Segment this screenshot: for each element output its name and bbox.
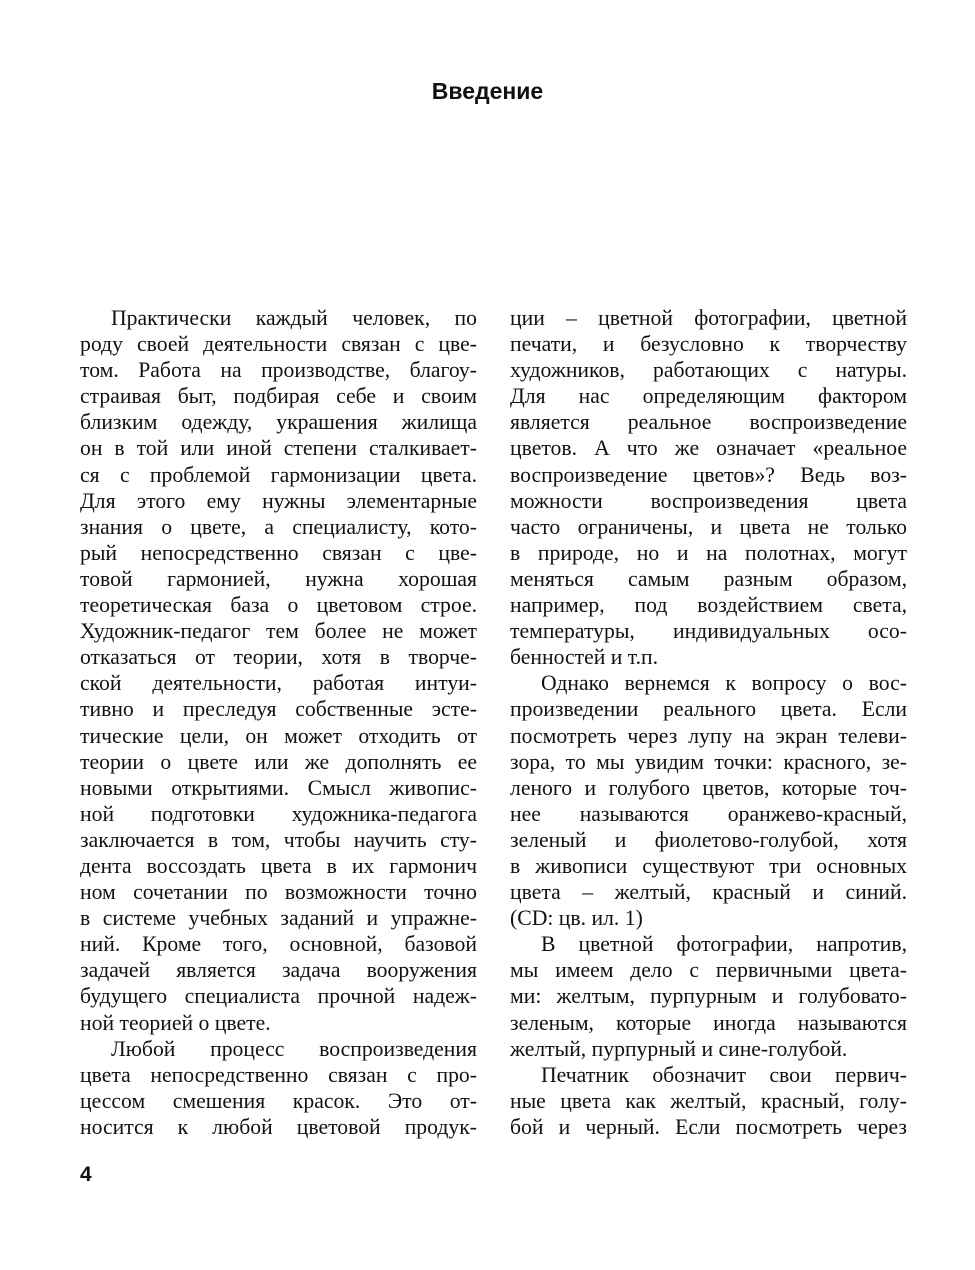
- text-line: Для этого ему нужны элементарные: [80, 488, 477, 513]
- text-line: тивно и преследуя собственные эсте-: [80, 697, 477, 722]
- text-line: художников, работающих с натуры.: [510, 358, 907, 383]
- text-line: близким одежду, украшения жилища: [80, 410, 477, 435]
- text-line: том. Работа на производстве, благоу-: [80, 358, 477, 383]
- text-line: цессом смешения красок. Это от-: [80, 1088, 477, 1113]
- text-line: зеленым, которые иногда называются: [510, 1010, 907, 1035]
- text-line: часто ограничены, и цвета не только: [510, 514, 907, 539]
- text-line: Практически каждый человек, по: [111, 306, 477, 330]
- left-text-column: [80, 305, 477, 1140]
- text-line: заключается в том, чтобы научить сту-: [80, 827, 477, 852]
- text-line: он в той или иной степени сталкивает-: [80, 436, 477, 461]
- page-number: 4: [80, 1163, 92, 1186]
- text-line: является реальное воспроизведение: [510, 410, 907, 435]
- text-line: отказаться от теории, хотя в творче-: [80, 645, 477, 670]
- text-line: леного и голубого цветов, которые точ-: [510, 775, 907, 800]
- text-line: ской деятельности, работая интуи-: [80, 671, 477, 696]
- text-line: тические цели, он может отходить от: [80, 723, 477, 748]
- right-text-column: [510, 305, 907, 1140]
- text-line: носится к любой цветовой продук-: [80, 1114, 477, 1139]
- text-line: посмотреть через лупу на экран телеви-: [510, 723, 907, 748]
- text-line: меняться самым разным образом,: [510, 566, 907, 591]
- text-line: нее называются оранжево-красный,: [510, 801, 907, 826]
- text-line: ной теорией о цвете.: [80, 1010, 271, 1035]
- text-line: температуры, индивидуальных осо-: [510, 619, 907, 644]
- text-line: ми: желтым, пурпурным и голубовато-: [510, 984, 907, 1009]
- text-line: печати, и безусловно к творчеству: [510, 332, 907, 357]
- text-line: новыми открытиями. Смысл живопис-: [80, 775, 477, 800]
- text-line: Художник-педагог тем более не может: [80, 619, 477, 644]
- text-line: ные цвета как желтый, красный, голу-: [510, 1088, 907, 1113]
- text-line: товой гармонией, нужна хорошая: [80, 566, 477, 591]
- text-line: теоретическая база о цветовом строе.: [80, 593, 477, 618]
- text-line: например, под воздействием света,: [510, 593, 907, 618]
- text-line: желтый, пурпурный и сине-голубой.: [510, 1036, 848, 1061]
- text-line: ном сочетании по возможности точно: [80, 880, 477, 905]
- text-line: Для нас определяющим фактором: [510, 384, 907, 409]
- text-line: Печатник обозначит свои первич-: [541, 1062, 907, 1087]
- text-line: В цветной фотографии, напротив,: [541, 932, 907, 957]
- text-line: зора, то мы увидим точки: красного, зе-: [510, 749, 907, 774]
- page-title: Введение: [431, 78, 544, 104]
- text-line: бой и черный. Если посмотреть через: [510, 1114, 907, 1139]
- text-line: будущего специалиста прочной надеж-: [80, 984, 477, 1009]
- text-line: теории о цвете или же дополнять ее: [80, 749, 477, 774]
- text-line: мы имеем дело с первичными цвета-: [510, 958, 907, 983]
- text-line: роду своей деятельности связан с цве-: [80, 332, 477, 357]
- text-line: можности воспроизведения цвета: [510, 488, 907, 513]
- text-line: произведении реального цвета. Если: [510, 697, 907, 722]
- text-line: знания о цвете, а специалисту, кото-: [80, 514, 477, 539]
- text-line: цвета – желтый, красный и синий.: [510, 880, 907, 905]
- text-line: зеленый и фиолетово-голубой, хотя: [510, 827, 907, 852]
- text-line: рый непосредственно связан с цве-: [80, 540, 477, 565]
- text-line: задачей является задача вооружения: [80, 958, 477, 983]
- text-line: в системе учебных заданий и упражне-: [80, 906, 477, 931]
- text-line: Любой процесс воспроизведения: [111, 1036, 477, 1061]
- text-line: ной подготовки художника-педагога: [80, 801, 477, 826]
- text-line: воспроизведение цветов»? Ведь воз-: [510, 462, 907, 487]
- text-line: Однако вернемся к вопросу о вос-: [541, 671, 907, 696]
- text-line: в живописи существуют три основных: [510, 853, 907, 878]
- text-line: ний. Кроме того, основной, базовой: [80, 932, 477, 957]
- text-line: ся с проблемой гармонизации цвета.: [80, 462, 477, 487]
- text-line: страивая быт, подбирая себе и своим: [80, 384, 477, 409]
- text-line: в природе, но и на полотнах, могут: [510, 540, 907, 565]
- text-line: (CD: цв. ил. 1): [510, 906, 643, 931]
- text-line: бенностей и т.п.: [510, 645, 659, 670]
- text-line: цветов. А что же означает «реальное: [510, 436, 907, 461]
- text-line: дента воссоздать цвета в их гармонич: [80, 853, 477, 878]
- text-line: ции – цветной фотографии, цветной: [510, 306, 907, 330]
- text-line: цвета непосредственно связан с про-: [80, 1062, 477, 1087]
